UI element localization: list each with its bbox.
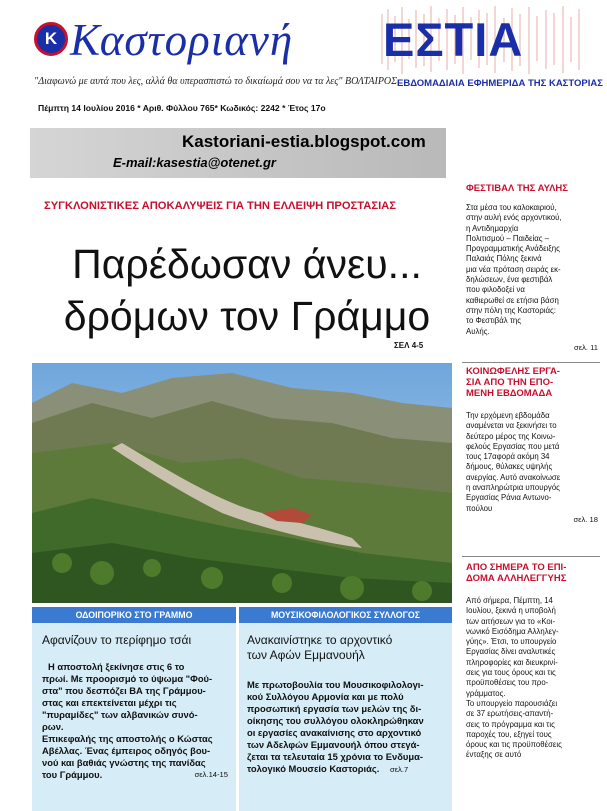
- music-society-body: [247, 679, 449, 776]
- travelogue-line: Η αποστολή ξεκίνησε στις 6 το: [48, 661, 185, 672]
- music-society-title-line1: Ανακαινίστηκε το αρχοντικό: [247, 633, 393, 647]
- sidebar-community-work-line: η αναπληρώτρια υπουργός: [466, 483, 560, 493]
- issue-info: Πέμπτη 14 Ιουλίου 2016 * Αριθ. Φύλλου 765* Κωδικός: 2242 * Έτος 17ο: [38, 103, 326, 113]
- music-society-line: ζεται τα τελευταία 15 χρόνια το Ενδυμα-: [247, 751, 423, 762]
- sidebar-community-work-line: δεύτερο μέρος της Κοινω-: [466, 431, 556, 441]
- blog-url-link[interactable]: Kastoriani-estia.blogspot.com: [182, 132, 426, 151]
- sidebar-solidarity-line: σε 37 ερωτήσεις-απαντή-: [466, 709, 554, 719]
- sidebar-festival-line: Πολιτισμού – Παιδείας –: [466, 233, 550, 243]
- sidebar-solidarity-line: προϋποθέσεις του προ-: [466, 678, 549, 688]
- music-society-title-line2: των Αφών Εμμανουήλ: [247, 648, 365, 662]
- music-society-line: προσωπική εργασία των μελών της δι-: [247, 703, 422, 714]
- sidebar-festival-line: Προγραμματικής Ανάδειξης: [466, 244, 560, 254]
- sidebar-solidarity-line: πληροφορίες και διευκρινί-: [466, 657, 558, 667]
- sidebar-community-work-line: δήμους, θύλακες υψηλής: [466, 462, 553, 472]
- sidebar-community-work-body: [466, 411, 598, 514]
- travelogue-line: Αβέλλας. Ένας έμπειρος οδηγός βου-: [42, 745, 211, 756]
- sidebar-divider: [462, 556, 600, 557]
- music-society-title: [247, 633, 392, 663]
- travelogue-title: Αφανίζουν το περίφημο τσάι: [42, 633, 192, 647]
- main-headline-line2: δρόμων τον Γράμμο: [63, 293, 431, 339]
- sidebar-community-work-line: πούλου: [466, 503, 493, 513]
- sidebar-festival-line: η Αντιδημαρχία: [466, 223, 519, 233]
- music-society-section-header: ΜΟΥΣΙΚΟΦΙΛΟΛΟΓΙΚΟΣ ΣΥΛΛΟΓΟΣ: [239, 607, 452, 623]
- sidebar-festival-line: Αυλής.: [466, 326, 490, 336]
- music-society-line: οι εργασίες ανακαίνισης στο αρχοντικό: [247, 727, 422, 738]
- newspaper-title: Καστοριανή: [70, 15, 294, 65]
- music-society-line-text: τολογικό Μουσείο Καστοριάς.: [247, 763, 380, 774]
- sidebar-community-work-page-ref: σελ. 18: [573, 514, 598, 524]
- sidebar-community-work-heading-line: ΣΙΑ ΑΠΟ ΤΗΝ ΕΠΟ-: [466, 377, 554, 388]
- sidebar-solidarity-line: νωνικό Εισόδημα Αλληλεγ-: [466, 626, 559, 636]
- sidebar-solidarity-heading-line: ΔΟΜΑ ΑΛΛΗΛΕΓΓΥΗΣ: [466, 573, 567, 584]
- sidebar-festival-line: δηλώσεων, ένα φεστιβάλ: [466, 275, 553, 285]
- main-story-page-ref: ΣΕΛ 4-5: [394, 341, 424, 350]
- sidebar-solidarity-line: σεις για τους όρους και τις: [466, 668, 556, 678]
- travelogue-line: στα" που δεσπόζει ΒΑ της Γράμμου-: [42, 685, 206, 696]
- music-society-line: Με πρωτοβουλία του Μουσικοφιλολογι-: [247, 679, 424, 690]
- music-society-page-ref: σελ.7: [389, 765, 409, 774]
- sidebar-solidarity-line: Το υπουργείο παρουσιάζει: [466, 698, 558, 708]
- sidebar-festival-heading: ΦΕΣΤΙΒΑΛ ΤΗΣ ΑΥΛΗΣ: [466, 183, 568, 194]
- sidebar-festival-line: μια νέα πρόταση σειράς εκ-: [466, 264, 561, 274]
- travelogue-article[interactable]: [32, 623, 236, 811]
- main-headline-line1: Παρέδωσαν άνευ...: [72, 241, 422, 287]
- travelogue-page-ref: σελ.14-15: [194, 770, 228, 779]
- sidebar-solidarity-line: όρους και τις προϋποθέσεις: [466, 740, 562, 750]
- logo-emblem: K: [34, 22, 68, 56]
- travelogue-section-header: ΟΔΟΙΠΟΡΙΚΟ ΣΤΟ ΓΡΑΜΜΟ: [32, 607, 236, 623]
- sidebar-festival-line: στην αυλή ενός αρχοντικού,: [466, 213, 562, 223]
- sidebar-solidarity-line: Ιουλίου, ξεκινά η υποβολή: [466, 606, 556, 616]
- sidebar-solidarity-line: Εργασίας δίνει αναλυτικές: [466, 647, 556, 657]
- main-headline[interactable]: [32, 238, 462, 342]
- travelogue-line: "πυραμίδες" των αλβανικών συνό-: [42, 709, 198, 720]
- sidebar-festival-body: [466, 203, 598, 337]
- masthead-tagline: "Διαφωνώ με αυτά που λες, αλλά θα υπερασπιστώ το δικαίωμά σου να τα λες" ΒΟΛΤΑΙΡΟΣ: [34, 76, 398, 87]
- sidebar-festival-page-ref: σελ. 11: [574, 342, 598, 352]
- travelogue-body: [42, 661, 234, 781]
- masthead-subtitle: ΕΒΔΟΜΑΔΙΑΙΑ ΕΦΗΜΕΡΙΔΑ ΤΗΣ ΚΑΣΤΟΡΙΑΣ: [397, 78, 603, 89]
- sidebar-community-work-line: Εργασίας Ράνια Αντωνο-: [466, 493, 552, 503]
- music-society-line: των Αδελφών Εμμανουήλ όπου στεγά-: [247, 739, 420, 750]
- sidebar-solidarity-benefit[interactable]: [466, 562, 598, 761]
- email-link[interactable]: E-mail:kasestia@otenet.gr: [113, 155, 276, 170]
- sidebar-solidarity-body: [466, 596, 598, 761]
- sidebar-solidarity-line: των αιτήσεων για το «Κοι-: [466, 616, 556, 626]
- sidebar-festival-line: Παλαιάς Πόλης ξεκινά: [466, 254, 542, 264]
- sidebar-solidarity-line: Από σήμερα, Πέμπτη, 14: [466, 596, 553, 605]
- music-society-line: οίκησης του συλλόγου ολοκληρώθηκαν: [247, 715, 424, 726]
- sidebar-community-work-line: Την ερχόμενη εβδομάδα: [466, 411, 550, 420]
- music-society-line: [247, 763, 449, 776]
- travelogue-line: Επικεφαλής της αποστολής ο Κώστας: [42, 733, 213, 744]
- sidebar-solidarity-heading-line: ΑΠΟ ΣΗΜΕΡΑ ΤΟ ΕΠΙ-: [466, 562, 567, 573]
- sidebar-festival-line: στην πόλη της Καστοριάς:: [466, 305, 556, 315]
- travelogue-line-text: του Γράμμου.: [42, 769, 103, 780]
- music-society-article[interactable]: [239, 623, 452, 811]
- sidebar-festival-line: Στα μέσα του καλοκαιριού,: [466, 203, 557, 212]
- sidebar-festival-line: καθιερωθεί σε ετήσια βάση: [466, 295, 559, 305]
- travelogue-line: [42, 769, 234, 781]
- mountain-valley-photo: [32, 363, 452, 603]
- sidebar-community-work[interactable]: [466, 366, 598, 524]
- travelogue-line: πρωί. Με προορισμό το ύψωμα "Φού-: [42, 673, 213, 684]
- sidebar-solidarity-line: γράμματος.: [466, 688, 506, 698]
- sidebar-festival-line: το Φεστιβάλ της: [466, 316, 522, 326]
- music-society-line: κού Συλλόγου Αρμονία και με πολύ: [247, 691, 404, 702]
- sidebar-festival[interactable]: [466, 183, 598, 352]
- sidebar-divider: [462, 362, 600, 363]
- sidebar-community-work-heading-line: ΜΕΝΗ ΕΒΔΟΜΑΔΑ: [466, 388, 553, 399]
- travelogue-line: νού και βαθιάς γνώστης της πανίδας: [42, 757, 206, 768]
- newspaper-title-estia: ΕΣΤΙΑ: [383, 13, 524, 66]
- sidebar-solidarity-line: ένταξης σε αυτό: [466, 750, 522, 760]
- sidebar-solidarity-line: σεις το πρόγραμμα και τις: [466, 719, 555, 729]
- sidebar-solidarity-line: παροχές του, εξηγεί τους: [466, 729, 552, 739]
- sidebar-community-work-line: αναμένεται να ξεκινήσει το: [466, 421, 557, 431]
- sidebar-community-work-heading-line: ΚΟΙΝΩΦΕΛΗΣ ΕΡΓΑ-: [466, 366, 560, 377]
- sidebar-community-work-line: ανεργίας. Αυτό ανακοίνωσε: [466, 472, 561, 482]
- main-story-kicker: ΣΥΓΚΛΟΝΙΣΤΙΚΕΣ ΑΠΟΚΑΛΥΨΕΙΣ ΓΙΑ ΤΗΝ ΕΛΛΕΙΨΗ ΠΡΟΣΤΑΣΙΑΣ: [44, 200, 396, 212]
- sidebar-solidarity-line: γύης». Έτσι, το υπουργείο: [466, 637, 557, 647]
- sidebar-festival-line: που φιλοδοξεί να: [466, 285, 525, 295]
- travelogue-line: στας και επεκτείνεται μέχρι τις: [42, 697, 177, 708]
- travelogue-line: ρων.: [42, 721, 64, 732]
- sidebar-community-work-line: τους 17αφορά ακόμη 34: [466, 452, 550, 462]
- sidebar-community-work-line: φελούς Εργασίας που μετά: [466, 441, 560, 451]
